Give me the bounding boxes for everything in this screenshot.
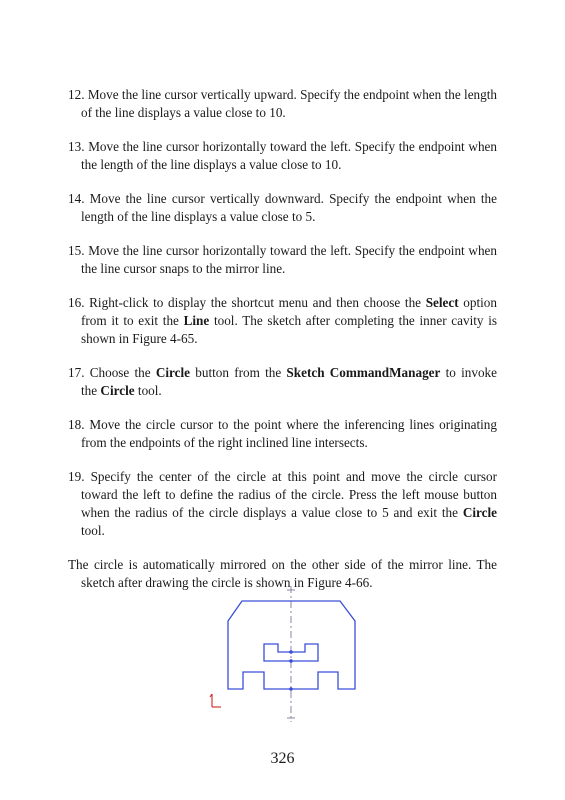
circle-button-term: Circle [155,365,191,380]
step-16-text-c: tool. The sketch after completing the inner cavity is shown in Figure 4-65. [81,313,497,346]
select-option-term: Select [425,295,459,310]
step-17-text-b: button from the [190,365,287,380]
circle-tool-term: Circle [462,505,497,520]
step-16 [68,294,497,348]
step-19-text-a: 19. Specify the center of the circle at this point and move the circle cursor toward the left to define the radius of the circle. Press the left mouse button when the radius of the circle displays a value close to 5 and exit the [68,469,497,520]
step-17 [68,364,497,400]
step-19-text-b: tool. [81,523,105,538]
step-17-text-c: to invoke the [81,365,497,398]
step-17-text-a: 17. Choose the [68,365,156,380]
step-19 [68,468,497,540]
cavity-midpoint-top [289,650,293,654]
sketch-drawing [205,584,365,724]
step-17-text-d: tool. [134,383,162,398]
step-13: 13. Move the line cursor horizontally toward the left. Specify the endpoint when the length of the line displays a value close to 10. [68,139,497,172]
document-body [68,86,497,608]
closing-paragraph: The circle is automatically mirrored on the other side of the mirror line. The sketch after drawing the circle is shown in Figure 4-66. [68,557,497,590]
sketch-commandmanager-term: Sketch CommandManager [286,365,441,380]
step-14: 14. Move the line cursor vertically downward. Specify the endpoint when the length of the line displays a value close to 5. [68,191,497,224]
step-18: 18. Move the circle cursor to the point where the inferencing lines originating from the endpoints of the right inclined line intersects. [68,417,497,450]
sketch-figure [205,584,365,724]
cavity-midpoint-bottom [289,659,293,663]
line-tool-term: Line [183,313,210,328]
mirror-centerline [287,586,295,722]
outer-profile [228,601,355,689]
bottom-midpoint [289,687,293,691]
step-12: 12. Move the line cursor vertically upward. Specify the endpoint when the length of the line displays a value close to 10. [68,87,497,120]
circle-tool-term: Circle [100,383,135,398]
step-16-text-b: option from it to exit the [81,295,497,328]
step-16-text-a: 16. Right-click to display the shortcut menu and then choose the [68,295,426,310]
step-15: 15. Move the line cursor horizontally toward the left. Specify the endpoint when the line cursor snaps to the mirror line. [68,243,497,276]
page-number: 326 [270,750,295,767]
origin-icon [210,694,221,707]
